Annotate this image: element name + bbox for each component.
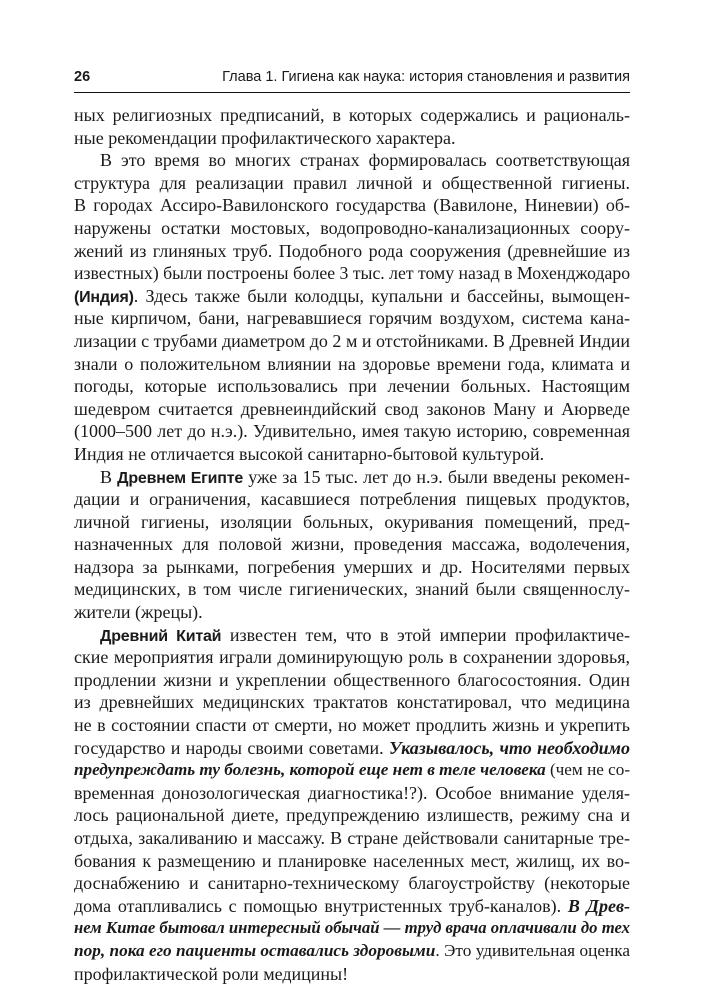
text-line: предупреждать ту болезнь, которой еще нет в теле человека (чем не со- (74, 760, 631, 780)
text-line: жений из глиняных труб. Подобного рода сооружения (древнейшие из (74, 240, 630, 261)
text-line: назначенных для половой жизни, проведения массажа, водолечения, (74, 534, 630, 555)
text-line: наружены остатки мостовых, водопроводно-канализационных соору- (74, 217, 630, 238)
text-line: личной гигиены, изоляции больных, окуривания помещений, пред- (74, 511, 630, 532)
text-line: шедевром считается древнеиндийский свод законов Ману и Аюрведе (74, 398, 630, 419)
text-line: государство и народы своими советами. Указывалось, что необходимо (74, 737, 630, 758)
text-line: жители (жрецы). (74, 602, 203, 623)
text-line: ные рекомендации профилактического характера. (74, 127, 456, 148)
bold-term: (Индия) (74, 288, 134, 306)
text-line: ные кирпичом, бани, нагревавшиеся горячим воздухом, система кана- (74, 308, 630, 329)
text-line: продлении жизни и укреплении общественного благосостояния. Один (74, 669, 630, 690)
text-line: В это время во многих странах формировалась соответствующая (100, 150, 630, 171)
text-line: В Древнем Египте уже за 15 тыс. лет до н.э. были введены рекомен- (100, 466, 631, 487)
text-line: из древнейших медицинских трактатов констатировал, что медицина (74, 692, 630, 713)
text-line: отдыха, закаливанию и массажу. В стране действовали санитарные тре- (74, 828, 630, 848)
text-line: лось рациональной диете, предупреждению излишеств, режиму сна и (74, 805, 630, 826)
body-text (74, 104, 630, 985)
italic-emphasis: В Древ- (567, 895, 631, 916)
text-line: Древний Китай известен тем, что в этой империи профилактиче- (100, 624, 630, 645)
page-number: 26 (74, 69, 91, 85)
text-line: В городах Ассиро-Вавилонского государства (Вавилоне, Ниневии) об- (74, 195, 630, 216)
text-line: надзора за рынками, погребения умерших и др. Носителями первых (74, 556, 630, 577)
text-line: (1000–500 лет до н.э.). Удивительно, имея такую историю, современная (74, 421, 630, 442)
italic-emphasis: нем Китае бытовал интересный обычай — труд врача оплачивали до тех (74, 918, 630, 938)
text-line: ных религиозных предписаний, в которых содержались и рациональ- (74, 105, 630, 125)
text-line: погоды, которые использовались при лечении больных. Настоящим (74, 376, 630, 397)
text-line: Индия не отличается высокой санитарно-бытовой культурой. (74, 443, 545, 464)
text-line: (Индия). Здесь также были колодцы, купальни и бассейны, вымощен- (74, 285, 630, 306)
running-header (74, 64, 630, 90)
text-line: пор, пока его пациенты оставались здоровыми. Это удивительная оценка (74, 940, 630, 960)
text-line: ские мероприятия играли доминирующую роль в сохранении здоровья, (74, 647, 630, 668)
italic-emphasis: Указывалось, что необходимо (389, 737, 630, 758)
text-line: профилактической роли медицины! (74, 963, 349, 984)
text-line: известных) были построены более 3 тыс. лет тому назад в Мохенджодаро (74, 263, 631, 284)
text-line: дации и ограничения, касавшиеся потребления пищевых продуктов, (74, 489, 630, 510)
text-line: медицинских, в том числе гигиенических, знаний были священнослу- (74, 579, 630, 600)
text-line: знали о положительном влиянии на здоровье времени года, климата и (74, 353, 630, 374)
text-line: лизации с трубами диаметром до 2 м и отстойниками. В Древней Индии (74, 330, 630, 351)
text-line: бования к размещению и планировке населенных мест, жилищ, их во- (74, 850, 630, 871)
running-title: Глава 1. Гигиена как наука: история становления и развития (222, 69, 630, 85)
bold-term: Древнем Египте (117, 469, 244, 487)
text-line: структура для реализации правил личной и общественной гигиены. (74, 172, 630, 193)
text-line: не в состоянии спасти от смерти, но может продлить жизнь и укрепить (74, 715, 630, 736)
text-line (74, 917, 630, 940)
italic-emphasis: предупреждать ту болезнь, которой еще нет в теле человека (74, 760, 546, 780)
text-line: дома отапливались с помощью внутристенных труб-каналов). В Древ- (74, 895, 631, 916)
header-rule (74, 92, 630, 93)
text-line: временная донозологическая диагностика!?). Особое внимание уделя- (74, 782, 630, 803)
bold-term: Древний Китай (100, 627, 222, 645)
italic-emphasis: пор, пока его пациенты оставались здоровыми (74, 940, 436, 960)
text-line: доснабжению и санитарно-техническому благоустройству (некоторые (74, 873, 630, 894)
